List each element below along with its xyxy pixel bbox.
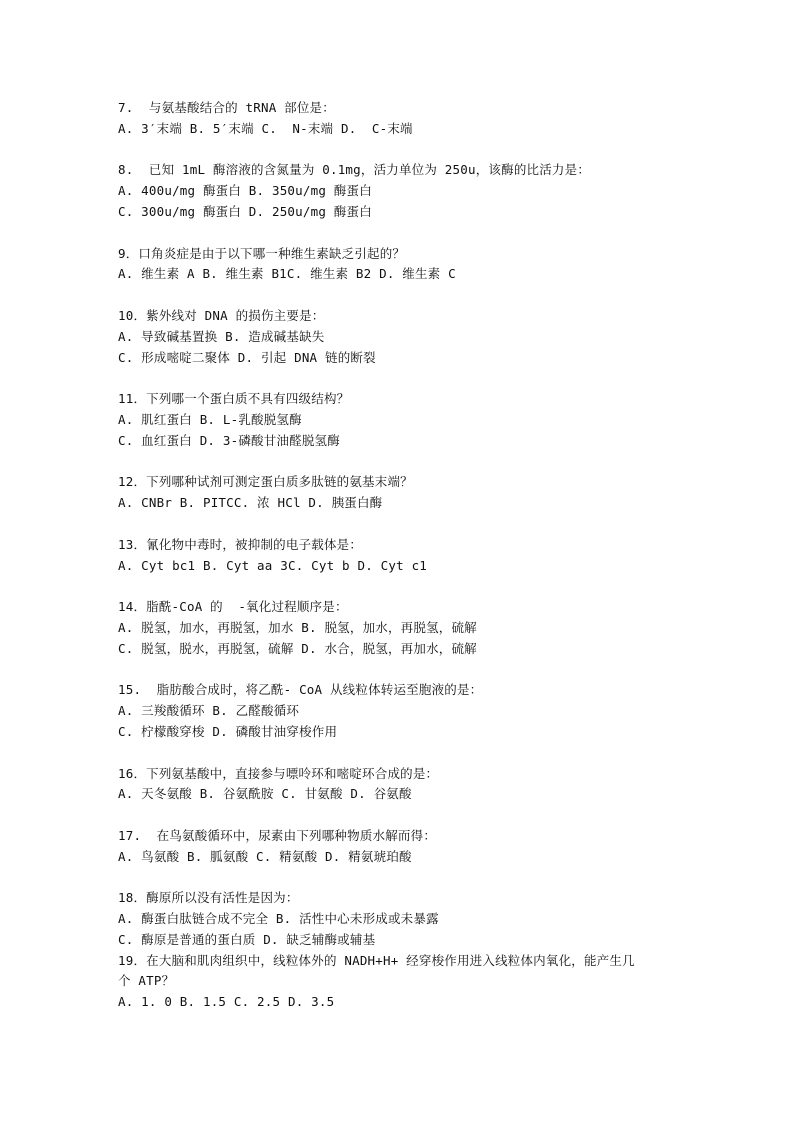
question-stem: 11．下列哪一个蛋白质不具有四级结构？ [118,391,350,407]
question-19 [118,951,718,1013]
question-12 [118,472,718,514]
question-stem: 15. 脂肪酸合成时，将乙酰- CoA 从线粒体转运至胞液的是： [118,682,483,698]
spacer [118,867,718,888]
question-options: A. 酶蛋白肽链合成不完全 B. 活性中心未形成或未暴露 [118,911,439,927]
question-stem: 13．氰化物中毒时，被抑制的电子载体是： [118,536,363,552]
spacer [118,285,718,306]
question-stem: 19．在大脑和肌肉组织中，线粒体外的 NADH+H+ 经穿梭作用进入线粒体内氧化，能产生几 [118,952,635,968]
question-options: A. 鸟氨酸 B. 胍氨酸 C. 精氨酸 D. 精氨琥珀酸 [118,848,412,864]
question-options: A. 维生素 A B. 维生素 B1C. 维生素 B2 D. 维生素 C [118,266,456,282]
question-stem: 17. 在鸟氨酸循环中，尿素由下列哪种物质水解而得： [118,827,437,843]
question-stem: 16．下列氨基酸中，直接参与嘌呤环和嘧啶环合成的是： [118,765,439,781]
question-options: C. 血红蛋白 D. 3-磷酸甘油醛脱氢酶 [118,432,340,448]
spacer [118,514,718,535]
question-options: A. 肌红蛋白 B. L-乳酸脱氢酶 [118,411,302,427]
question-stem: 14．脂酰-CoA 的 -氧化过程顺序是： [118,599,348,615]
question-options: A. 400u/mg 酶蛋白 B. 350u/mg 酶蛋白 [118,183,372,199]
question-stem-continued: 个 ATP？ [118,973,175,989]
question-7 [118,98,718,140]
question-options: A. 1. 0 B. 1.5 C. 2.5 D. 3.5 [118,994,335,1010]
question-options: A. 三羧酸循环 B. 乙醛酸循环 [118,703,300,719]
question-options: A. Cyt bc1 B. Cyt aa 3C. Cyt b D. Cyt c1 [118,557,428,573]
question-14 [118,597,718,659]
question-options: A. 导致碱基置换 B. 造成碱基缺失 [118,328,325,344]
question-16 [118,764,718,806]
spacer [118,140,718,161]
question-10 [118,306,718,368]
question-options: C. 形成嘧啶二聚体 D. 引起 DNA 链的断裂 [118,349,376,365]
question-stem: 18．酶原所以没有活性是因为： [118,890,299,906]
spacer [118,660,718,681]
question-18 [118,888,718,950]
question-options: C. 柠檬酸穿梭 D. 磷酸甘油穿梭作用 [118,723,338,739]
spacer [118,452,718,473]
question-options: A. 3′末端 B. 5′末端 C. N-末端 D. C-末端 [118,120,413,136]
document-page [118,98,718,1013]
question-options: A. 脱氢，加水，再脱氢，加水 B. 脱氢，加水，再脱氢，硫解 [118,619,477,635]
spacer [118,805,718,826]
question-9 [118,244,718,286]
spacer [118,743,718,764]
spacer [118,576,718,597]
question-stem: 7. 与氨基酸结合的 tRNA 部位是： [118,100,335,115]
question-options: C. 脱氢，脱水，再脱氢，硫解 D. 水合，脱氢，再加水，硫解 [118,640,477,656]
question-stem: 8. 已知 1mL 酶溶液的含氮量为 0.1mg，活力单位为 250u，该酶的比活力是： [118,162,591,178]
question-8 [118,160,718,222]
spacer [118,368,718,389]
question-stem: 12．下列哪种试剂可测定蛋白质多肽链的氨基末端？ [118,474,413,490]
question-options: C. 酶原是普通的蛋白质 D. 缺乏辅酶或辅基 [118,931,376,947]
spacer [118,223,718,244]
question-options: A. 天冬氨酸 B. 谷氨酰胺 C. 甘氨酸 D. 谷氨酸 [118,786,412,802]
question-options: A. CNBr B. PITCC. 浓 HCl D. 胰蛋白酶 [118,495,383,511]
question-15 [118,680,718,742]
question-stem: 9．口角炎症是由于以下哪一种维生素缺乏引起的？ [118,245,406,261]
question-options: C. 300u/mg 酶蛋白 D. 250u/mg 酶蛋白 [118,203,372,219]
question-11 [118,389,718,451]
question-stem: 10．紫外线对 DNA 的损伤主要是： [118,307,325,323]
question-17 [118,826,718,868]
question-13 [118,535,718,577]
